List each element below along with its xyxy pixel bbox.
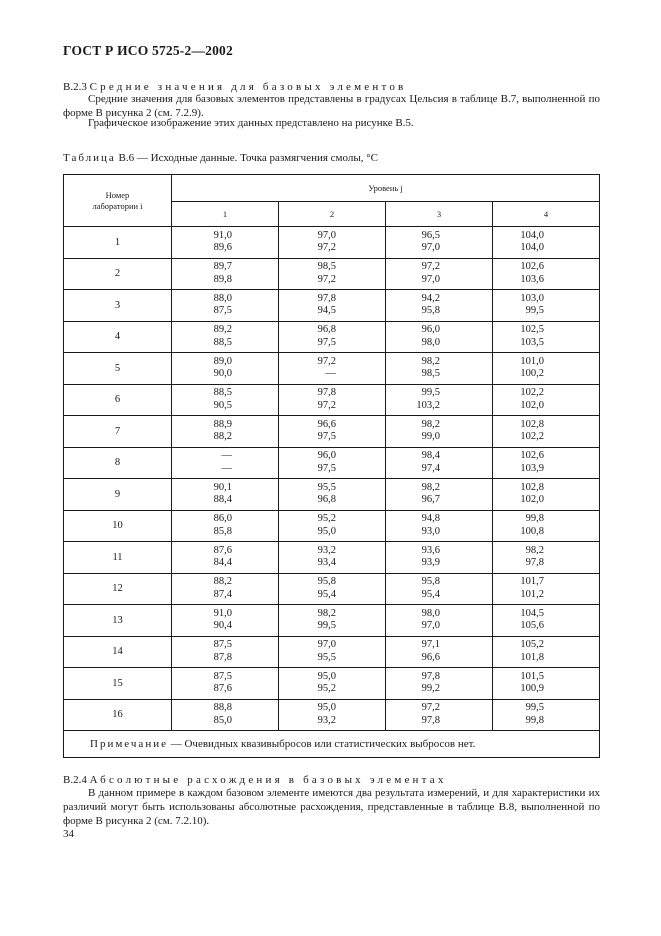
value-first: 95,8 — [421, 576, 440, 588]
value-second: 102,2 — [520, 431, 545, 443]
value-cell — [172, 636, 279, 668]
value-first: 101,7 — [520, 576, 545, 588]
value-first: 94,8 — [421, 513, 440, 525]
section-b23-paragraph1: Средние значения для базовых элементов представлены в градусах Цельсия в таблице B.7, выполненной по форме B рисунка 2 (см. 7.2.9). — [63, 93, 600, 119]
value-first: 97,2 — [421, 261, 440, 273]
value-cell — [386, 258, 493, 290]
value-second: 99,8 — [525, 714, 545, 726]
value-second: 101,2 — [520, 588, 545, 600]
value-second: 98,0 — [421, 336, 440, 348]
value-second: 97,8 — [525, 557, 545, 569]
value-first: 102,8 — [520, 481, 545, 493]
table-row — [64, 290, 600, 322]
value-cell — [172, 479, 279, 511]
lab-number: 7 — [64, 416, 172, 448]
section-b23-number: B.2.3 — [63, 81, 87, 93]
lab-number: 2 — [64, 258, 172, 290]
value-first: 93,2 — [317, 544, 336, 556]
value-cell — [172, 290, 279, 322]
value-second: 97,0 — [421, 620, 440, 632]
value-cell — [279, 573, 386, 605]
value-second: 95,8 — [421, 305, 440, 317]
value-second: 87,6 — [213, 683, 232, 695]
value-second: 97,2 — [317, 399, 336, 411]
value-first: 101,0 — [520, 355, 545, 367]
table-row — [64, 227, 600, 259]
value-second: 93,4 — [317, 557, 336, 569]
value-second: 95,4 — [421, 588, 440, 600]
value-cell — [386, 384, 493, 416]
table-row — [64, 573, 600, 605]
value-first: 102,5 — [520, 324, 545, 336]
value-first: 89,7 — [213, 261, 232, 273]
value-first: 96,0 — [421, 324, 440, 336]
value-second: 97,5 — [317, 431, 336, 443]
table-note-label: Примечание — [90, 738, 168, 750]
table-row — [64, 699, 600, 731]
value-cell — [279, 447, 386, 479]
value-cell — [493, 699, 600, 731]
value-cell — [493, 321, 600, 353]
value-second: 87,8 — [213, 651, 232, 663]
value-cell — [386, 479, 493, 511]
value-cell — [493, 384, 600, 416]
value-first: 96,5 — [421, 229, 440, 241]
value-first: 102,6 — [520, 450, 545, 462]
value-cell — [279, 416, 386, 448]
value-cell — [279, 542, 386, 574]
value-cell — [172, 510, 279, 542]
value-first: 99,5 — [525, 702, 545, 714]
value-first: 98,2 — [421, 418, 440, 430]
value-cell — [493, 510, 600, 542]
lab-number: 5 — [64, 353, 172, 385]
value-second: 103,6 — [520, 273, 545, 285]
value-second: 96,8 — [317, 494, 336, 506]
value-cell — [172, 416, 279, 448]
lab-number: 13 — [64, 605, 172, 637]
value-second: 95,0 — [317, 525, 336, 537]
value-cell — [279, 479, 386, 511]
table-caption — [63, 152, 378, 164]
value-cell — [279, 321, 386, 353]
value-second: 88,2 — [213, 431, 232, 443]
value-cell — [493, 636, 600, 668]
lab-number: 15 — [64, 668, 172, 700]
lab-number: 14 — [64, 636, 172, 668]
value-cell — [279, 636, 386, 668]
value-cell — [386, 510, 493, 542]
level-col-3: 3 — [386, 202, 493, 227]
value-first: 96,8 — [317, 324, 336, 336]
value-cell — [386, 416, 493, 448]
value-first: 98,2 — [525, 544, 545, 556]
value-second: 101,8 — [520, 651, 545, 663]
value-cell — [279, 353, 386, 385]
value-second: 87,5 — [213, 305, 232, 317]
value-first: 98,2 — [317, 607, 336, 619]
value-cell — [386, 605, 493, 637]
value-second: 93,0 — [421, 525, 440, 537]
value-cell — [279, 699, 386, 731]
value-second: 97,8 — [421, 714, 440, 726]
value-first: 94,2 — [421, 292, 440, 304]
value-second: 84,4 — [213, 557, 232, 569]
value-cell — [172, 447, 279, 479]
table-row — [64, 416, 600, 448]
level-col-1: 1 — [172, 202, 279, 227]
lab-number: 10 — [64, 510, 172, 542]
value-cell — [493, 668, 600, 700]
section-b24-title: Абсолютные расхождения в базовых элементах — [89, 774, 447, 786]
value-second: 97,0 — [421, 273, 440, 285]
value-second: 99,5 — [525, 305, 545, 317]
section-b23-title: Средние значения для базовых элементов — [89, 81, 407, 93]
table-row — [64, 668, 600, 700]
value-first: 101,5 — [520, 670, 545, 682]
value-second: — — [221, 462, 232, 474]
value-second: 94,5 — [317, 305, 336, 317]
row-header-line1: Номер — [105, 189, 130, 200]
lab-number: 8 — [64, 447, 172, 479]
value-first: 96,0 — [317, 450, 336, 462]
value-second: 102,0 — [520, 399, 545, 411]
value-first: 88,9 — [213, 418, 232, 430]
value-first: 98,2 — [421, 355, 440, 367]
value-second: 87,4 — [213, 588, 232, 600]
value-first: 90,1 — [213, 481, 232, 493]
row-header — [64, 175, 172, 227]
value-first: 99,5 — [421, 387, 440, 399]
value-cell — [172, 258, 279, 290]
value-first: 89,2 — [213, 324, 232, 336]
level-header: Уровень j — [172, 175, 600, 202]
value-cell — [279, 258, 386, 290]
section-b24-paragraph: В данном примере в каждом базовом элементе имеются два результата измерений, и для характеристики их различий могут быть использованы абсолютные расхождения, представленные в таблице B.8, выполненной по форме B рисунка 2 (см. 7.2.10). — [63, 787, 600, 827]
table-body — [64, 227, 600, 731]
value-first: 98,5 — [317, 261, 336, 273]
value-first: 97,8 — [317, 292, 336, 304]
value-second: 85,0 — [213, 714, 232, 726]
value-first: 88,0 — [213, 292, 232, 304]
value-cell — [493, 227, 600, 259]
value-cell — [493, 416, 600, 448]
value-first: 104,5 — [520, 607, 545, 619]
value-cell — [493, 258, 600, 290]
value-cell — [172, 573, 279, 605]
value-second: 97,0 — [421, 242, 440, 254]
data-table — [63, 174, 600, 758]
table-row — [64, 447, 600, 479]
value-first: 93,6 — [421, 544, 440, 556]
value-first: 95,8 — [317, 576, 336, 588]
value-first: 98,0 — [421, 607, 440, 619]
table-row — [64, 353, 600, 385]
table-row — [64, 605, 600, 637]
value-second: 97,2 — [317, 273, 336, 285]
table-row — [64, 258, 600, 290]
value-second: — — [325, 368, 336, 380]
value-first: 88,2 — [213, 576, 232, 588]
table-caption-label: Таблица — [63, 152, 116, 164]
value-first: 97,0 — [317, 639, 336, 651]
value-cell — [172, 542, 279, 574]
value-second: 97,5 — [317, 462, 336, 474]
value-cell — [493, 573, 600, 605]
value-cell — [493, 479, 600, 511]
value-first: 97,8 — [317, 387, 336, 399]
value-first: 88,5 — [213, 387, 232, 399]
value-second: 99,0 — [421, 431, 440, 443]
value-cell — [279, 605, 386, 637]
value-cell — [386, 542, 493, 574]
table-row — [64, 384, 600, 416]
value-second: 88,5 — [213, 336, 232, 348]
value-second: 96,6 — [421, 651, 440, 663]
lab-number: 6 — [64, 384, 172, 416]
value-second: 95,5 — [317, 651, 336, 663]
section-b24-number: B.2.4 — [63, 774, 87, 786]
value-second: 95,4 — [317, 588, 336, 600]
value-first: 95,0 — [317, 702, 336, 714]
lab-number: 3 — [64, 290, 172, 322]
value-first: 102,2 — [520, 387, 545, 399]
value-second: 99,2 — [421, 683, 440, 695]
value-first: 96,6 — [317, 418, 336, 430]
value-second: 98,5 — [421, 368, 440, 380]
value-second: 100,9 — [520, 683, 545, 695]
value-cell — [279, 510, 386, 542]
value-second: 97,5 — [317, 336, 336, 348]
value-first: 86,0 — [213, 513, 232, 525]
value-first: 102,6 — [520, 261, 545, 273]
value-first: 103,0 — [520, 292, 545, 304]
value-first: — — [221, 450, 232, 462]
table-caption-text: B.6 — Исходные данные. Точка размягчения смолы, °C — [118, 152, 378, 164]
value-second: 93,9 — [421, 557, 440, 569]
value-first: 87,6 — [213, 544, 232, 556]
lab-number: 4 — [64, 321, 172, 353]
value-second: 99,5 — [317, 620, 336, 632]
value-cell — [172, 227, 279, 259]
value-first: 91,0 — [213, 229, 232, 241]
lab-number: 9 — [64, 479, 172, 511]
value-second: 104,0 — [520, 242, 545, 254]
value-cell — [279, 227, 386, 259]
value-second: 90,0 — [213, 368, 232, 380]
value-cell — [386, 699, 493, 731]
value-first: 95,2 — [317, 513, 336, 525]
value-cell — [386, 321, 493, 353]
value-second: 90,5 — [213, 399, 232, 411]
table-row — [64, 479, 600, 511]
level-col-4: 4 — [493, 202, 600, 227]
section-b24-heading — [63, 773, 447, 787]
row-header-line2: лаборатории i — [92, 200, 143, 211]
value-first: 88,8 — [213, 702, 232, 714]
value-first: 95,5 — [317, 481, 336, 493]
value-cell — [172, 353, 279, 385]
value-cell — [386, 668, 493, 700]
lab-number: 1 — [64, 227, 172, 259]
value-first: 105,2 — [520, 639, 545, 651]
value-first: 102,8 — [520, 418, 545, 430]
value-second: 85,8 — [213, 525, 232, 537]
value-cell — [172, 668, 279, 700]
table-row — [64, 636, 600, 668]
value-cell — [386, 636, 493, 668]
value-first: 97,8 — [421, 670, 440, 682]
value-cell — [493, 290, 600, 322]
document-header: ГОСТ Р ИСО 5725-2—2002 — [63, 43, 233, 58]
value-second: 105,6 — [520, 620, 545, 632]
value-second: 88,4 — [213, 494, 232, 506]
value-cell — [386, 227, 493, 259]
value-second: 103,2 — [416, 399, 440, 411]
value-cell — [386, 290, 493, 322]
value-second: 89,6 — [213, 242, 232, 254]
lab-number: 11 — [64, 542, 172, 574]
value-second: 90,4 — [213, 620, 232, 632]
value-second: 97,4 — [421, 462, 440, 474]
value-cell — [279, 668, 386, 700]
value-second: 100,2 — [520, 368, 545, 380]
value-second: 102,0 — [520, 494, 545, 506]
value-cell — [493, 605, 600, 637]
table-note — [64, 731, 600, 758]
section-b23-paragraph2: Графическое изображение этих данных представлено на рисунке B.5. — [88, 117, 414, 129]
value-first: 89,0 — [213, 355, 232, 367]
lab-number: 12 — [64, 573, 172, 605]
value-cell — [279, 384, 386, 416]
value-first: 97,0 — [317, 229, 336, 241]
value-first: 97,2 — [317, 355, 336, 367]
value-first: 87,5 — [213, 639, 232, 651]
lab-number: 16 — [64, 699, 172, 731]
value-cell — [279, 290, 386, 322]
value-first: 95,0 — [317, 670, 336, 682]
value-second: 97,2 — [317, 242, 336, 254]
value-cell — [172, 321, 279, 353]
value-first: 91,0 — [213, 607, 232, 619]
value-first: 98,4 — [421, 450, 440, 462]
page-number: 34 — [63, 828, 74, 840]
value-cell — [386, 447, 493, 479]
level-col-2: 2 — [279, 202, 386, 227]
value-first: 87,5 — [213, 670, 232, 682]
value-cell — [493, 542, 600, 574]
value-second: 89,8 — [213, 273, 232, 285]
table-row — [64, 542, 600, 574]
value-second: 96,7 — [421, 494, 440, 506]
value-cell — [493, 447, 600, 479]
value-cell — [172, 605, 279, 637]
value-first: 98,2 — [421, 481, 440, 493]
table-row — [64, 510, 600, 542]
value-first: 99,8 — [525, 513, 545, 525]
value-cell — [493, 353, 600, 385]
value-cell — [386, 353, 493, 385]
value-second: 95,2 — [317, 683, 336, 695]
value-second: 103,9 — [520, 462, 545, 474]
value-cell — [172, 384, 279, 416]
value-second: 93,2 — [317, 714, 336, 726]
value-first: 104,0 — [520, 229, 545, 241]
value-first: 97,1 — [421, 639, 440, 651]
value-second: 103,5 — [520, 336, 545, 348]
value-second: 100,8 — [520, 525, 545, 537]
table-note-text: — Очевидных квазивыбросов или статистических выбросов нет. — [167, 738, 476, 750]
value-first: 97,2 — [421, 702, 440, 714]
value-cell — [172, 699, 279, 731]
value-cell — [386, 573, 493, 605]
table-row — [64, 321, 600, 353]
